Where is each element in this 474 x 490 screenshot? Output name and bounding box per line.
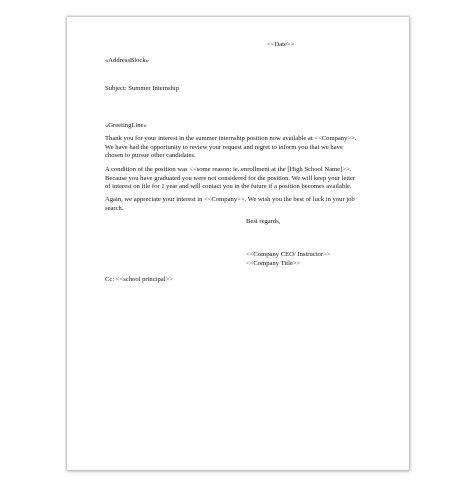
closing: Best regards,: [246, 218, 281, 225]
paragraph-2: [105, 166, 395, 192]
signature-title: <<Company Title>>: [246, 260, 301, 267]
paragraph-1-line: Thank you for your interest in the summer internship position now available at <<Company>>.: [105, 135, 357, 142]
subject-line: Subject: Summer Internship: [105, 85, 179, 92]
paragraph-1: [105, 135, 395, 161]
paragraph-2-line: Because you have graduated you were not considered for the position. We will keep your letter: [105, 174, 356, 182]
paragraph-2-line: of interest on file for 1 year and will contact you in the future if a position becomes available.: [105, 183, 352, 190]
paragraph-2-line: A condition of the position was <<some reason: ie..enrollment at the [High School Name]>>.: [105, 166, 352, 173]
signature-name: <<Company CEO/ Instructor>>: [246, 251, 331, 258]
paragraph-3-line: search.: [105, 204, 124, 212]
address-block: «AddressBlock»: [105, 57, 149, 64]
greeting-line: «GreetingLine»: [105, 122, 147, 129]
cc-line: Cc: <<school principal>>: [105, 276, 173, 283]
paragraph-1-line: chosen to pursue other candidates.: [105, 152, 196, 159]
paragraph-1-line: We have had the opportunity to review your request and regret to inform you that we have: [105, 143, 343, 151]
paragraph-3: [105, 196, 395, 213]
date-field: <<Date>>: [267, 41, 295, 48]
letter-page: [67, 17, 409, 470]
paragraph-3-line: Again, we appreciate your interest in <<Company>>. We wish you the best of luck in your job: [105, 196, 355, 203]
